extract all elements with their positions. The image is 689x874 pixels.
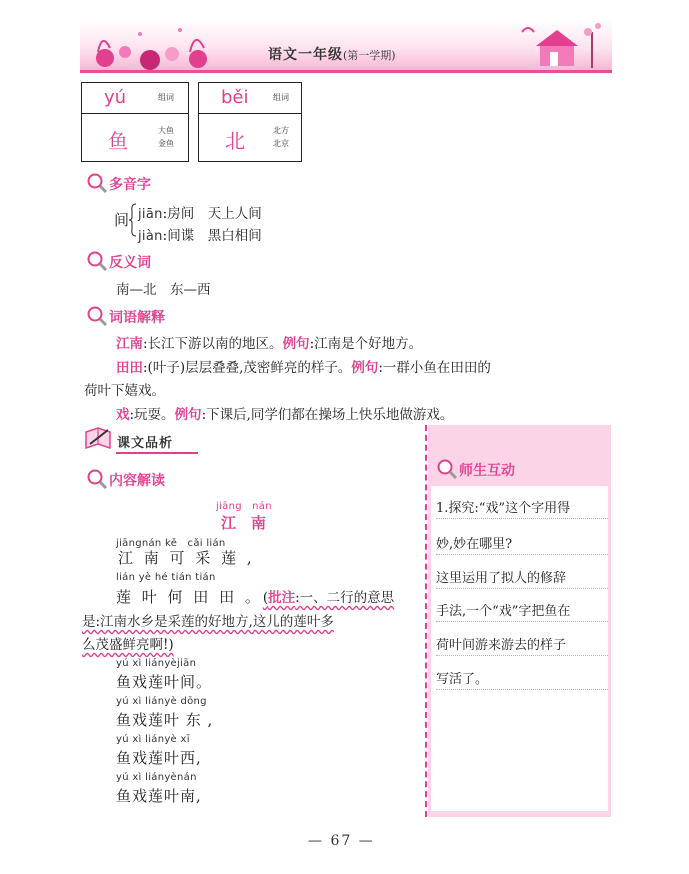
poem-line: 鱼戏莲叶 东 , — [116, 711, 214, 729]
section-heading-polyphone: 多音字 — [109, 177, 151, 193]
card-char: 北 — [225, 129, 245, 153]
interaction-line: 荷叶间游来游去的样子 — [436, 634, 608, 656]
vocab-item: 江南:长江下游以南的地区。例句:江南是个好地方。 — [116, 336, 423, 352]
poem-line: 鱼戏莲叶间。 — [116, 673, 213, 691]
poem-line-pinyin: jiāngnán kě cǎi lián — [116, 538, 226, 549]
flower-decoration-icon — [80, 22, 220, 72]
poem-line-pinyin: yú xì liányè xī — [116, 734, 190, 745]
card-word: 大鱼 — [158, 126, 174, 135]
header-divider — [80, 70, 612, 73]
char-card-bei — [198, 82, 302, 162]
poem-title-pinyin: jiāng nán — [216, 501, 272, 512]
section-heading-antonyms: 反义词 — [109, 255, 151, 271]
panel-dashed-border — [425, 425, 427, 817]
interaction-line: 妙,妙在哪里? — [436, 533, 608, 555]
brace-icon — [129, 203, 137, 237]
polyphone-char: 间 — [114, 211, 130, 229]
section-heading-analysis: 内容解读 — [109, 473, 165, 489]
polyphone-line: jiàn:间谍 黑白相间 — [138, 228, 262, 244]
magnifier-icon — [86, 172, 108, 194]
poem-line-annotated: 莲 叶 何 田 田 。(批注:一、二行的意思 — [116, 588, 395, 606]
poem-line: 鱼戏莲叶南, — [116, 787, 202, 805]
poem-line-pinyin: lián yè hé tián tián — [116, 572, 216, 583]
card-label: 组词 — [273, 93, 289, 102]
header-title: 语文一年级(第一学期) — [268, 47, 396, 63]
vocab-item: 田田:(叶子)层层叠叠,茂密鲜亮的样子。例句:一群小鱼在田田的 — [116, 360, 491, 376]
card-word: 北京 — [273, 139, 289, 148]
analysis-banner: 课文品析 — [117, 436, 174, 451]
section-heading-interaction: 师生互动 — [459, 463, 515, 479]
antonyms-text: 南—北 东—西 — [116, 282, 211, 298]
annotation-line: 是:江南水乡是采莲的好地方,这儿的莲叶多 — [82, 614, 334, 630]
poem-line-pinyin: yú xì liányè dōng — [116, 696, 207, 707]
magnifier-icon — [86, 468, 108, 490]
interaction-line: 1.探究:“戏”这个字用得 — [436, 497, 608, 519]
interaction-line: 写活了。 — [436, 668, 608, 690]
magnifier-icon — [86, 250, 108, 272]
page-number: — 67 — — [308, 833, 375, 849]
vocab-item-cont: 荷叶下嬉戏。 — [84, 383, 165, 399]
poem-line: 江 南 可 采 莲 , — [118, 549, 255, 567]
interaction-line: 这里运用了拟人的修辞 — [436, 567, 608, 589]
card-pinyin: běi — [221, 87, 249, 108]
card-word: 北方 — [273, 126, 289, 135]
interaction-line: 手法,一个“戏”字把鱼在 — [436, 600, 608, 622]
vocab-item: 戏:玩耍。例句:下课后,同学们都在操场上快乐地做游戏。 — [116, 407, 454, 423]
poem-line: 鱼戏莲叶西, — [116, 749, 202, 767]
polyphone-line: jiān:房间 天上人间 — [138, 206, 262, 222]
card-word: 金鱼 — [158, 139, 174, 148]
card-char: 鱼 — [108, 129, 128, 153]
pencil-book-icon — [84, 426, 114, 452]
annotation-line: 么茂盛鲜亮啊!) — [82, 637, 174, 653]
house-decoration-icon — [518, 14, 608, 70]
magnifier-icon — [86, 305, 108, 327]
poem-line-pinyin: yú xì liányènán — [116, 772, 197, 783]
banner-underline — [116, 452, 198, 454]
char-card-yu — [81, 82, 189, 162]
magnifier-icon — [436, 458, 458, 480]
poem-title: 江 南 — [221, 514, 267, 532]
section-heading-vocab: 词语解释 — [109, 310, 165, 326]
poem-line-pinyin: yú xì liányèjiān — [116, 658, 197, 669]
card-label: 组词 — [158, 93, 174, 102]
card-pinyin: yú — [104, 87, 127, 108]
